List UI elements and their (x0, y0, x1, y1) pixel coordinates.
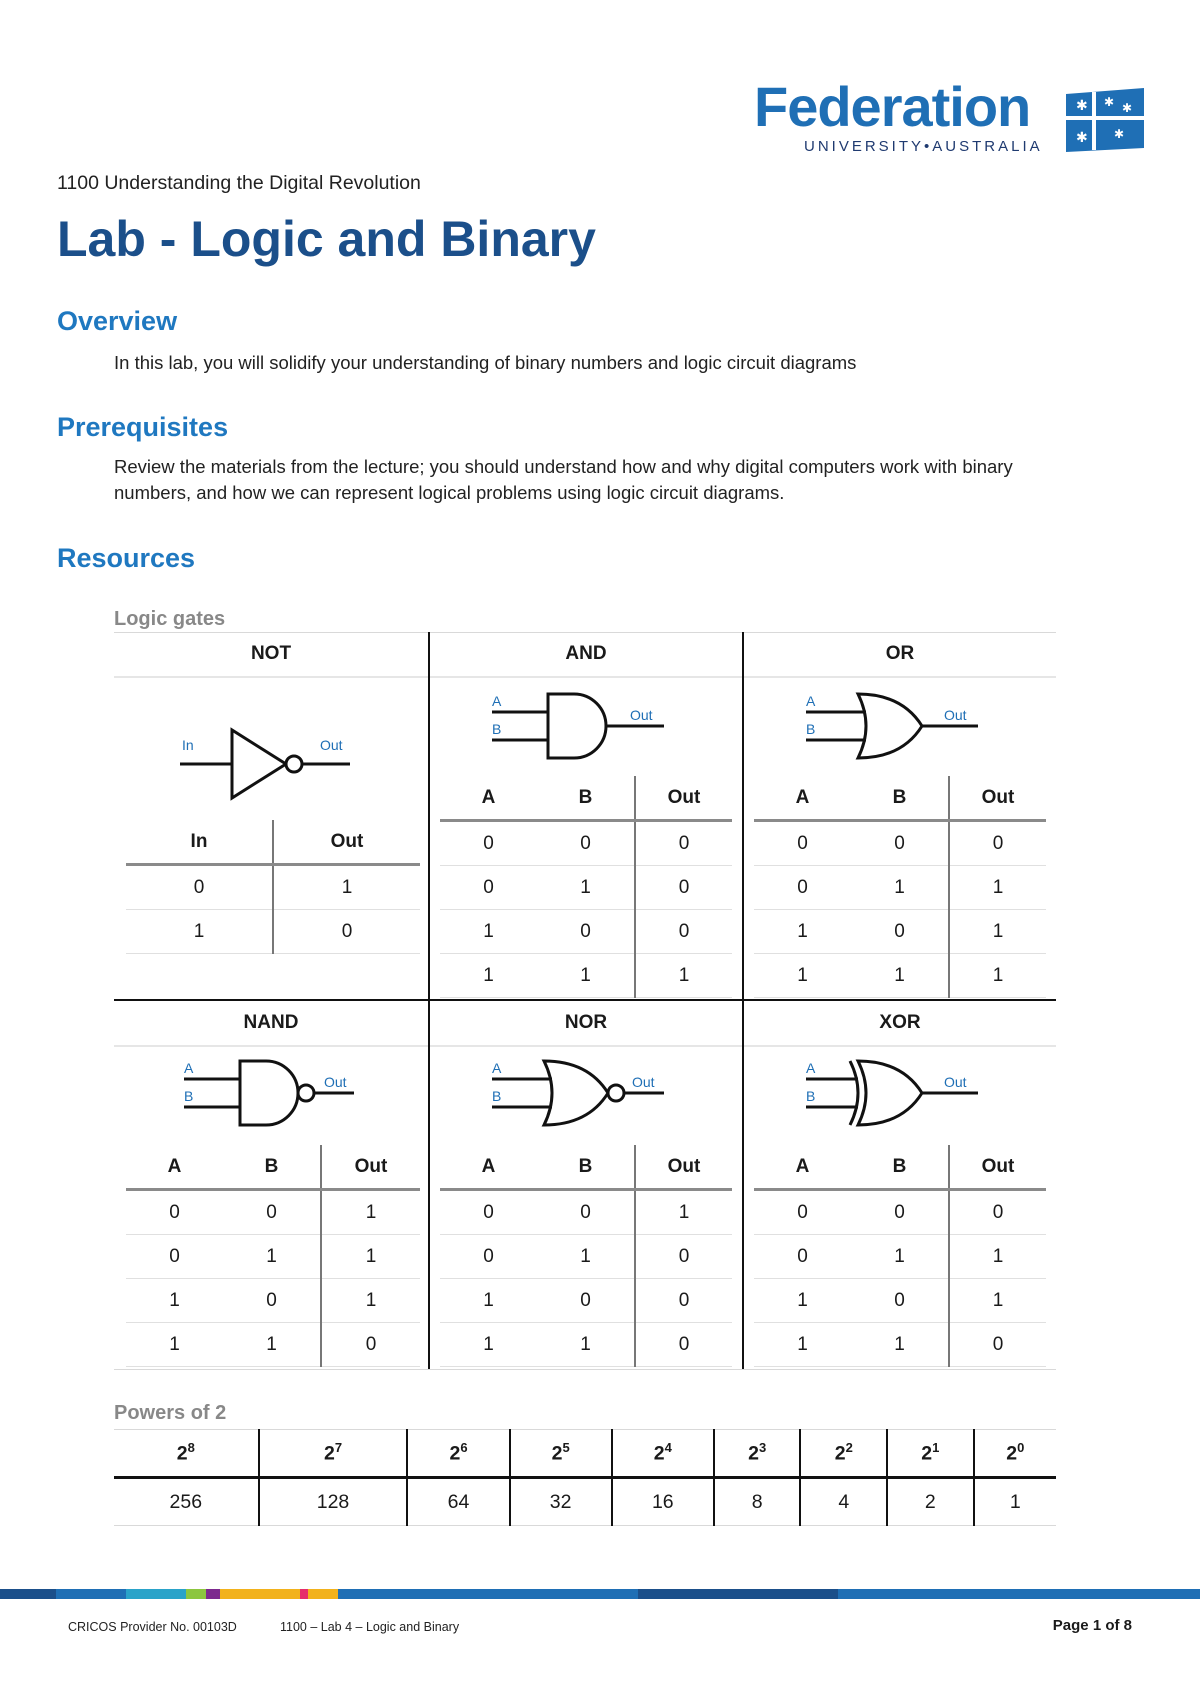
table-cell: 1 (949, 910, 1046, 954)
power-value: 256 (114, 1478, 259, 1526)
table-cell: 1 (537, 1323, 635, 1367)
table-cell: 1 (440, 910, 537, 954)
col-header: Out (949, 1145, 1046, 1190)
table-cell: 0 (537, 821, 635, 866)
table-row (754, 910, 1046, 954)
table-cell: 0 (949, 821, 1046, 866)
power-header (510, 1430, 612, 1478)
pin-out-label: Out (944, 707, 967, 723)
stripe-segment (126, 1589, 186, 1599)
table-cell: 0 (949, 1323, 1046, 1367)
table-cell: 0 (537, 1279, 635, 1323)
table-cell: 0 (754, 866, 851, 910)
table-cell: 1 (949, 1279, 1046, 1323)
table-cell: 0 (851, 821, 949, 866)
power-header (259, 1430, 408, 1478)
logo-wordmark: Federation (754, 75, 1031, 138)
power-value: 8 (714, 1478, 801, 1526)
svg-text:✱: ✱ (1076, 97, 1088, 113)
col-header: B (223, 1145, 321, 1190)
course-name: 1100 Understanding the Digital Revolution (57, 172, 421, 194)
nand-gate-cell (114, 1001, 428, 1370)
table-cell: 1 (321, 1279, 420, 1323)
table-row (126, 1323, 420, 1367)
table-cell: 1 (635, 1190, 732, 1235)
svg-text:✱: ✱ (1076, 129, 1088, 145)
power-value: 2 (887, 1478, 974, 1526)
prerequisites-heading: Prerequisites (57, 412, 229, 442)
power-exponent: 8 (187, 1440, 195, 1456)
table-row (754, 954, 1046, 998)
table-cell: 1 (126, 1279, 223, 1323)
pin-a-label: A (492, 693, 502, 709)
and-gate-symbol (492, 686, 692, 766)
table-cell: 0 (635, 1279, 732, 1323)
nor-gate-cell (430, 1001, 742, 1370)
nor-gate-symbol (492, 1053, 692, 1133)
pin-a-label: A (806, 1060, 816, 1076)
table-cell: 0 (635, 866, 732, 910)
table-cell: 0 (223, 1279, 321, 1323)
col-header: A (754, 776, 851, 821)
gate-name: NOR (430, 1001, 742, 1047)
pin-out-label: Out (324, 1074, 347, 1090)
table-row (126, 865, 420, 910)
table-row (440, 1190, 732, 1235)
pin-b-label: B (492, 721, 502, 737)
table-cell: 0 (851, 910, 949, 954)
powers-of-two-table (114, 1429, 1056, 1526)
power-value: 64 (407, 1478, 509, 1526)
pin-b-label: B (184, 1088, 194, 1104)
overview-text: In this lab, you will solidify your understanding of binary numbers and logic circuit diagrams (114, 352, 857, 373)
table-row (440, 910, 732, 954)
table-cell: 0 (273, 910, 420, 954)
power-exponent: 0 (1017, 1440, 1025, 1456)
table-cell: 1 (754, 1323, 851, 1367)
table-cell: 1 (223, 1323, 321, 1367)
table-row (126, 1235, 420, 1279)
power-value: 32 (510, 1478, 612, 1526)
power-header (114, 1430, 259, 1478)
table-row (126, 1279, 420, 1323)
col-header: Out (321, 1145, 420, 1190)
pin-out-label: Out (320, 737, 343, 753)
gate-name: OR (744, 632, 1056, 678)
pin-out-label: Out (944, 1074, 967, 1090)
col-header: B (851, 1145, 949, 1190)
col-header: A (126, 1145, 223, 1190)
power-exponent: 3 (758, 1440, 767, 1456)
stripe-segment (308, 1589, 338, 1599)
table-cell: 1 (851, 1235, 949, 1279)
power-exponent: 5 (562, 1440, 570, 1456)
table-cell: 1 (851, 866, 949, 910)
stripe-segment (220, 1589, 300, 1599)
table-row (754, 1190, 1046, 1235)
pin-a-label: A (184, 1060, 194, 1076)
table-cell: 1 (949, 954, 1046, 998)
table-cell: 0 (126, 1235, 223, 1279)
stripe-segment (300, 1589, 308, 1599)
xor-truth-table (754, 1145, 1046, 1367)
table-cell: 0 (754, 821, 851, 866)
power-base: 2 (449, 1442, 461, 1465)
table-row (440, 866, 732, 910)
col-header: Out (949, 776, 1046, 821)
power-exponent: 4 (664, 1440, 672, 1456)
table-row (754, 1235, 1046, 1279)
power-header (974, 1430, 1056, 1478)
powers-header-row (114, 1430, 1056, 1478)
document-footer-title: 1100 – Lab 4 – Logic and Binary (280, 1620, 460, 1634)
stripe-segment (56, 1589, 126, 1599)
table-cell: 0 (223, 1190, 321, 1235)
power-base: 2 (551, 1442, 563, 1465)
and-truth-table (440, 776, 732, 998)
table-cell: 0 (440, 821, 537, 866)
table-cell: 0 (537, 1190, 635, 1235)
col-header: B (851, 776, 949, 821)
table-cell: 1 (273, 865, 420, 910)
table-cell: 1 (754, 954, 851, 998)
logic-gates-grid (114, 632, 1056, 1370)
stripe-segment (206, 1589, 220, 1599)
table-cell: 1 (851, 1323, 949, 1367)
table-row (126, 910, 420, 954)
svg-text:✱: ✱ (1122, 101, 1133, 115)
stripe-segment (338, 1589, 638, 1599)
table-row (754, 1323, 1046, 1367)
xor-gate-symbol (806, 1053, 1006, 1133)
power-header (800, 1430, 887, 1478)
col-header: A (754, 1145, 851, 1190)
table-cell: 1 (321, 1190, 420, 1235)
pin-out-label: Out (630, 707, 653, 723)
table-cell: 1 (440, 1323, 537, 1367)
table-cell: 0 (537, 910, 635, 954)
table-cell: 0 (949, 1190, 1046, 1235)
pin-b-label: B (806, 1088, 816, 1104)
table-cell: 0 (440, 866, 537, 910)
table-row (440, 1235, 732, 1279)
gate-name: AND (430, 632, 742, 678)
table-cell: 0 (851, 1279, 949, 1323)
cricos-text: CRICOS Provider No. 00103D (68, 1620, 237, 1634)
footer-color-stripe (0, 1589, 1200, 1599)
pin-out-label: Out (632, 1074, 655, 1090)
table-cell: 0 (754, 1235, 851, 1279)
pin-b-label: B (806, 721, 816, 737)
page-title: Lab - Logic and Binary (57, 211, 596, 267)
col-header: In (126, 820, 273, 865)
or-gate-symbol (806, 686, 1006, 766)
pin-in-label: In (182, 737, 194, 753)
power-base: 2 (653, 1442, 665, 1465)
table-cell: 1 (851, 954, 949, 998)
table-cell: 0 (635, 910, 732, 954)
prerequisites-text: Review the materials from the lecture; you should understand how and why digital computers work with binary numbers, and how we can represent logical problems using logic circuit diagrams. (114, 456, 1013, 503)
col-header: Out (635, 776, 732, 821)
col-header: B (537, 776, 635, 821)
pin-b-label: B (492, 1088, 502, 1104)
logic-gates-caption: Logic gates (114, 608, 226, 630)
power-value: 128 (259, 1478, 408, 1526)
table-cell: 0 (754, 1190, 851, 1235)
not-gate-symbol (180, 722, 360, 822)
power-header (612, 1430, 714, 1478)
table-cell: 1 (537, 1235, 635, 1279)
table-cell: 1 (949, 1235, 1046, 1279)
power-header (887, 1430, 974, 1478)
table-cell: 1 (440, 1279, 537, 1323)
table-cell: 0 (321, 1323, 420, 1367)
power-base: 2 (834, 1442, 846, 1465)
not-truth-table (126, 820, 420, 954)
table-cell: 1 (537, 954, 635, 998)
or-gate-cell (744, 632, 1056, 999)
table-cell: 1 (126, 1323, 223, 1367)
table-cell: 1 (321, 1235, 420, 1279)
table-row (754, 866, 1046, 910)
col-header: A (440, 776, 537, 821)
flag-icon (1064, 86, 1146, 154)
table-row (440, 821, 732, 866)
nand-truth-table (126, 1145, 420, 1367)
col-header: B (537, 1145, 635, 1190)
not-gate-cell (114, 632, 428, 999)
table-cell: 1 (537, 866, 635, 910)
table-cell: 1 (440, 954, 537, 998)
power-base: 2 (921, 1442, 933, 1465)
col-header: Out (635, 1145, 732, 1190)
pin-a-label: A (492, 1060, 502, 1076)
and-gate-cell (430, 632, 742, 999)
table-cell: 0 (635, 1235, 732, 1279)
power-exponent: 7 (334, 1440, 343, 1456)
power-base: 2 (323, 1442, 335, 1465)
page-number: Page 1 of 8 (1052, 1617, 1132, 1634)
or-truth-table (754, 776, 1046, 998)
table-cell: 0 (635, 821, 732, 866)
table-cell: 1 (754, 910, 851, 954)
gate-name: NAND (114, 1001, 428, 1047)
table-cell: 0 (126, 1190, 223, 1235)
stripe-segment (838, 1589, 1200, 1599)
table-row (754, 821, 1046, 866)
xor-gate-cell (744, 1001, 1056, 1370)
table-row (126, 1190, 420, 1235)
overview-heading: Overview (57, 306, 178, 336)
gate-name: NOT (114, 632, 428, 678)
table-cell: 1 (754, 1279, 851, 1323)
svg-text:✱: ✱ (1104, 95, 1115, 109)
svg-text:✱: ✱ (1114, 127, 1125, 141)
table-row (440, 1323, 732, 1367)
power-base: 2 (1006, 1442, 1018, 1465)
power-exponent: 2 (845, 1440, 853, 1456)
power-exponent: 6 (460, 1440, 468, 1456)
col-header: Out (273, 820, 420, 865)
power-value: 1 (974, 1478, 1056, 1526)
power-base: 2 (176, 1442, 188, 1465)
nand-gate-symbol (184, 1053, 384, 1133)
table-cell: 1 (223, 1235, 321, 1279)
power-value: 4 (800, 1478, 887, 1526)
col-header: A (440, 1145, 537, 1190)
powers-caption: Powers of 2 (114, 1402, 227, 1424)
table-row (440, 1279, 732, 1323)
power-base: 2 (748, 1442, 759, 1465)
table-cell: 1 (949, 866, 1046, 910)
table-cell: 0 (851, 1190, 949, 1235)
table-row (754, 1279, 1046, 1323)
table-row (440, 954, 732, 998)
table-cell: 0 (635, 1323, 732, 1367)
table-cell: 0 (440, 1190, 537, 1235)
pin-a-label: A (806, 693, 816, 709)
federation-logo (754, 75, 1146, 160)
powers-value-row (114, 1478, 1056, 1526)
power-header (407, 1430, 509, 1478)
gate-name: XOR (744, 1001, 1056, 1047)
logo-subtitle: UNIVERSITY•AUSTRALIA (804, 138, 1043, 155)
stripe-segment (186, 1589, 206, 1599)
table-cell: 0 (126, 865, 273, 910)
power-value: 16 (612, 1478, 714, 1526)
nor-truth-table (440, 1145, 732, 1367)
table-cell: 1 (635, 954, 732, 998)
stripe-segment (0, 1589, 56, 1599)
table-cell: 0 (440, 1235, 537, 1279)
stripe-segment (638, 1589, 838, 1599)
table-cell: 1 (126, 910, 273, 954)
resources-heading: Resources (57, 543, 196, 573)
power-header (714, 1430, 801, 1478)
power-exponent: 1 (932, 1440, 940, 1456)
